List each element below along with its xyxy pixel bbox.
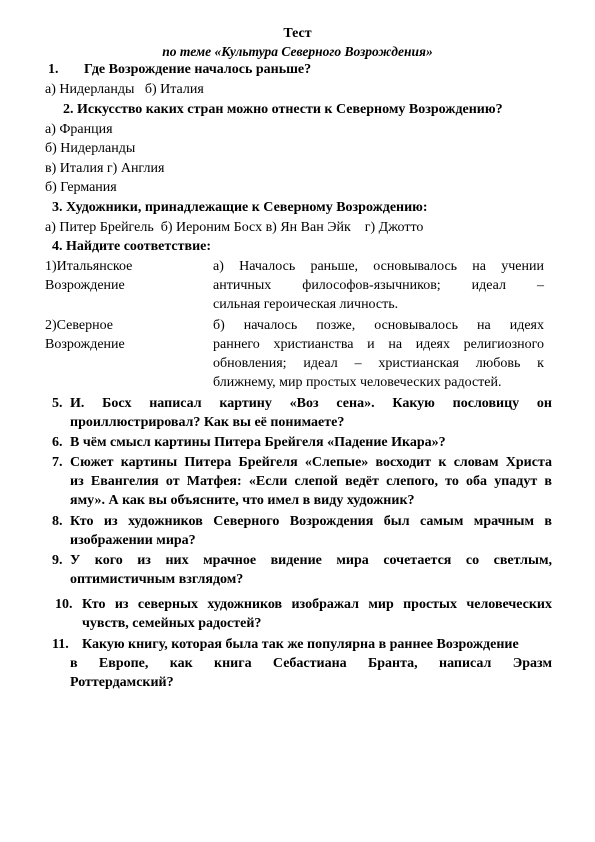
q3-text: 3. Художники, принадлежащие к Северному Возрождению: xyxy=(52,200,428,215)
q11-text xyxy=(70,655,552,693)
q1-options: а) Нидерланды б) Италия xyxy=(45,82,204,97)
q4-left-item-1 xyxy=(45,258,205,295)
q6-line-1: В чём смысл картины Питера Брейгеля «Падение Икара»? xyxy=(70,435,446,450)
q7-line-3: яму». А как вы объясните, что имел в виду художник? xyxy=(70,493,415,508)
q7-number: 7. xyxy=(52,455,63,470)
q5-line-2: проиллюстрировал? Как вы её понимаете? xyxy=(70,415,345,430)
q5-number: 5. xyxy=(52,396,63,411)
q2-option-c: в) Италия г) Англия xyxy=(45,161,165,176)
q4-right-a-line-2: античных философов-язычников; идеал – xyxy=(213,278,544,293)
q10-number: 10. xyxy=(55,597,73,612)
page-subtitle: по теме «Культура Северного Возрождения» xyxy=(162,44,433,59)
q2-option-a: а) Франция xyxy=(45,122,113,137)
q2-option-b: б) Нидерланды xyxy=(45,141,136,156)
q11-line-3: Роттердамский? xyxy=(70,675,174,690)
q4-right-item-a xyxy=(213,258,544,315)
q4-right-a-line-3: сильная героическая личность. xyxy=(213,297,399,312)
q10-line-1: Кто из северных художников изображал мир простых человеческих xyxy=(82,597,552,612)
page-title: Тест xyxy=(283,26,312,41)
q5-text xyxy=(70,395,552,433)
q7-line-1: Сюжет картины Питера Брейгеля «Слепые» восходит к словам Христа xyxy=(70,455,552,470)
q4-left-2-line-2: Возрождение xyxy=(45,337,125,352)
q7-text xyxy=(70,454,552,511)
q4-text: 4. Найдите соответствие: xyxy=(52,239,212,254)
q8-line-1: Кто из художников Северного Возрождения был самым мрачным в xyxy=(70,514,552,529)
q2-option-d: б) Германия xyxy=(45,180,117,195)
q11-number: 11. xyxy=(52,637,69,652)
q1-number: 1. xyxy=(48,62,59,77)
q9-line-2: оптимистичным взглядом? xyxy=(70,572,244,587)
q9-line-1: У кого из них мрачное видение мира сочетается со светлым, xyxy=(70,553,552,568)
q11-line-2: в Европе, как книга Себастиана Бранта, написал Эразм xyxy=(70,656,552,671)
q4-right-b-line-4: ближнему, мир простых человеческих радостей. xyxy=(213,375,502,390)
q6-text xyxy=(70,434,552,453)
q6-number: 6. xyxy=(52,435,63,450)
q5-line-1: И. Босх написал картину «Воз сена». Какую пословицу он xyxy=(70,396,552,411)
q7-line-2: из Евангелия от Матфея: «Если слепой ведёт слепого, то оба упадут в xyxy=(70,474,552,489)
q4-right-b-line-3: обновления; идеал – христианская любовь к xyxy=(213,356,544,371)
q1-text: Где Возрождение началось раньше? xyxy=(84,62,312,77)
q8-text xyxy=(70,513,552,551)
q3-options: а) Питер Брейгель б) Иероним Босх в) Ян Ван Эйк г) Джотто xyxy=(45,220,424,235)
q4-left-1-line-2: Возрождение xyxy=(45,278,125,293)
q10-line-2: чувств, семейных радостей? xyxy=(82,616,262,631)
q9-number: 9. xyxy=(52,553,63,568)
q4-right-b-line-2: раннего христианства и на идеях религиозного xyxy=(213,337,544,352)
q4-right-b-line-1: б) началось позже, основывалось на идеях xyxy=(213,318,544,333)
q8-line-2: изображении мира? xyxy=(70,533,196,548)
q9-text xyxy=(70,552,552,590)
q4-left-1-line-1: 1)Итальянское xyxy=(45,259,133,274)
q4-left-item-2 xyxy=(45,317,205,354)
q11-line-1: Какую книгу, которая была так же популярна в раннее Возрождение xyxy=(82,637,519,652)
q4-right-item-b xyxy=(213,317,544,393)
q4-left-2-line-1: 2)Северное xyxy=(45,318,114,333)
q2-text: 2. Искусство каких стран можно отнести к Северному Возрождению? xyxy=(63,102,503,117)
q10-text xyxy=(82,596,552,634)
q8-number: 8. xyxy=(52,514,63,529)
q4-right-a-line-1: а) Началось раньше, основывалось на учении xyxy=(213,259,544,274)
